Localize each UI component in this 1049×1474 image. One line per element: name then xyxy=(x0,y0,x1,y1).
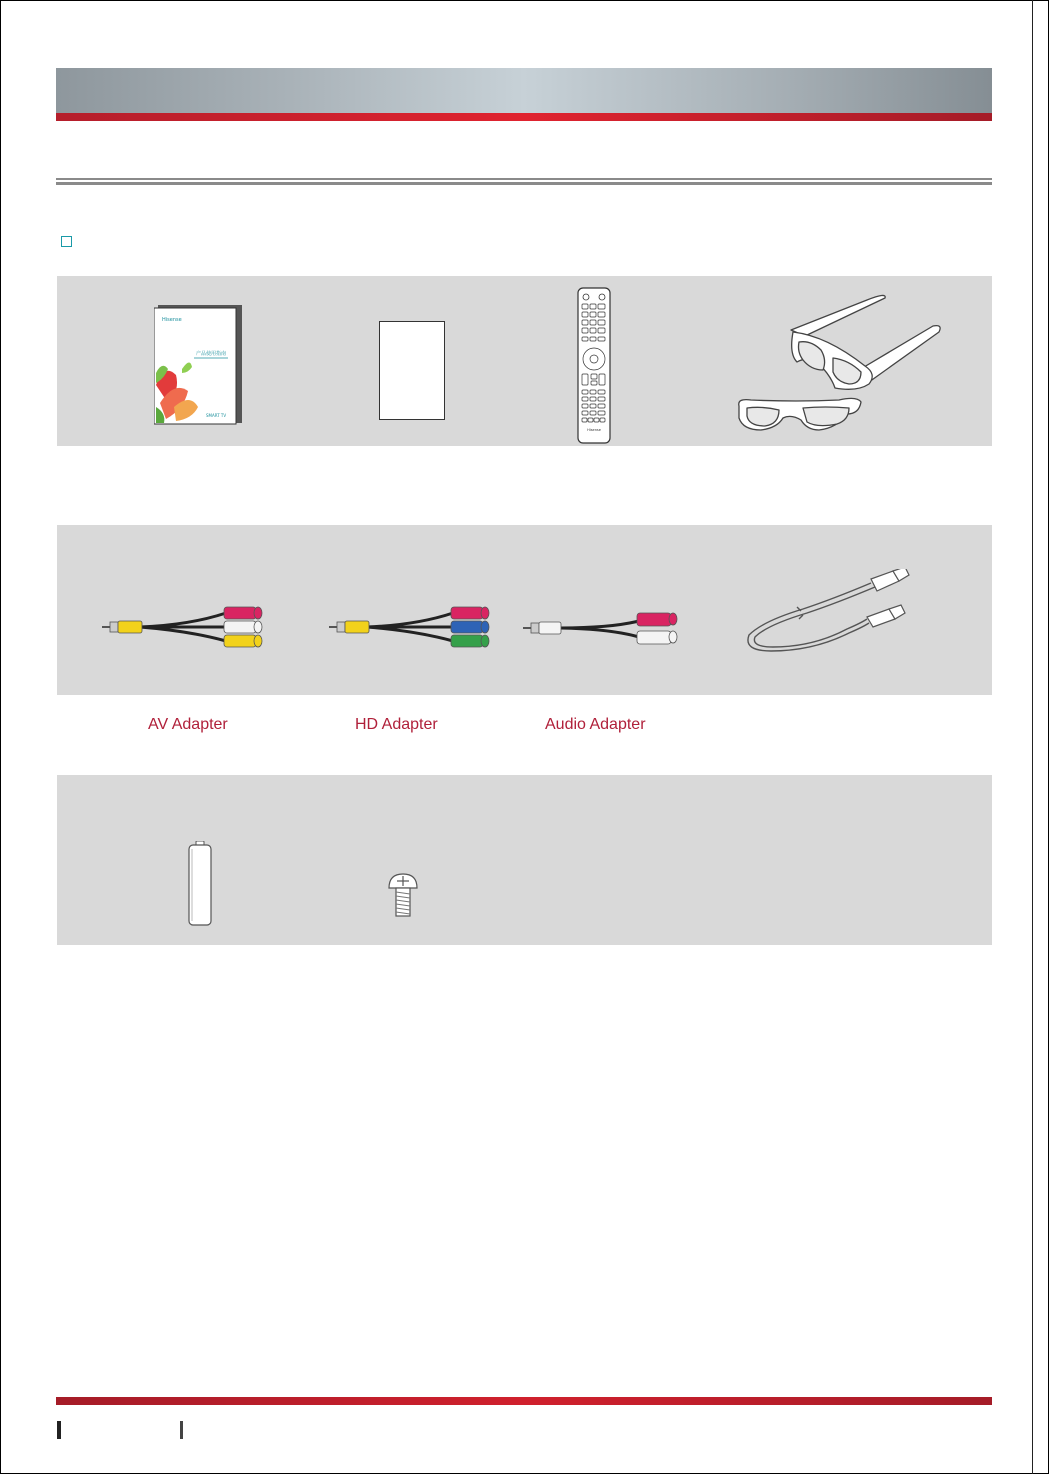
header-band xyxy=(56,68,992,114)
accessories-panel-3 xyxy=(57,775,992,945)
battery-image xyxy=(188,841,212,927)
checkbox-icon xyxy=(61,236,72,247)
audio-adapter-image xyxy=(521,609,681,649)
section-rule-top xyxy=(56,178,992,180)
footer-marker-mid xyxy=(180,1421,183,1439)
av-adapter-image xyxy=(100,601,266,653)
caption-audio-adapter: Audio Adapter xyxy=(545,716,646,733)
remote-logo-text: Hisense xyxy=(587,428,601,432)
cable-image xyxy=(743,569,913,661)
header-red-bar xyxy=(56,113,992,121)
footer-marker-left xyxy=(57,1421,61,1439)
manual-cover-logo: SMART TV xyxy=(206,413,227,418)
screw-image xyxy=(387,872,419,918)
footer-red-bar xyxy=(56,1397,992,1405)
manual-brand-text: Hisense xyxy=(162,317,182,323)
accessories-panel-1 xyxy=(57,276,992,446)
caption-hd-adapter: HD Adapter xyxy=(355,716,438,733)
section-rule-bottom xyxy=(56,182,992,185)
3d-glasses-image xyxy=(737,290,947,432)
caption-av-adapter: AV Adapter xyxy=(148,716,228,733)
quick-guide-sheet-image xyxy=(379,321,445,420)
hd-adapter-image xyxy=(327,601,493,653)
manual-cover-title: 产品使用指南 xyxy=(196,351,227,357)
remote-control-image xyxy=(577,287,611,444)
user-manual-image xyxy=(154,303,244,425)
right-edge-rule xyxy=(1032,0,1033,1474)
accessories-panel-2 xyxy=(57,525,992,695)
